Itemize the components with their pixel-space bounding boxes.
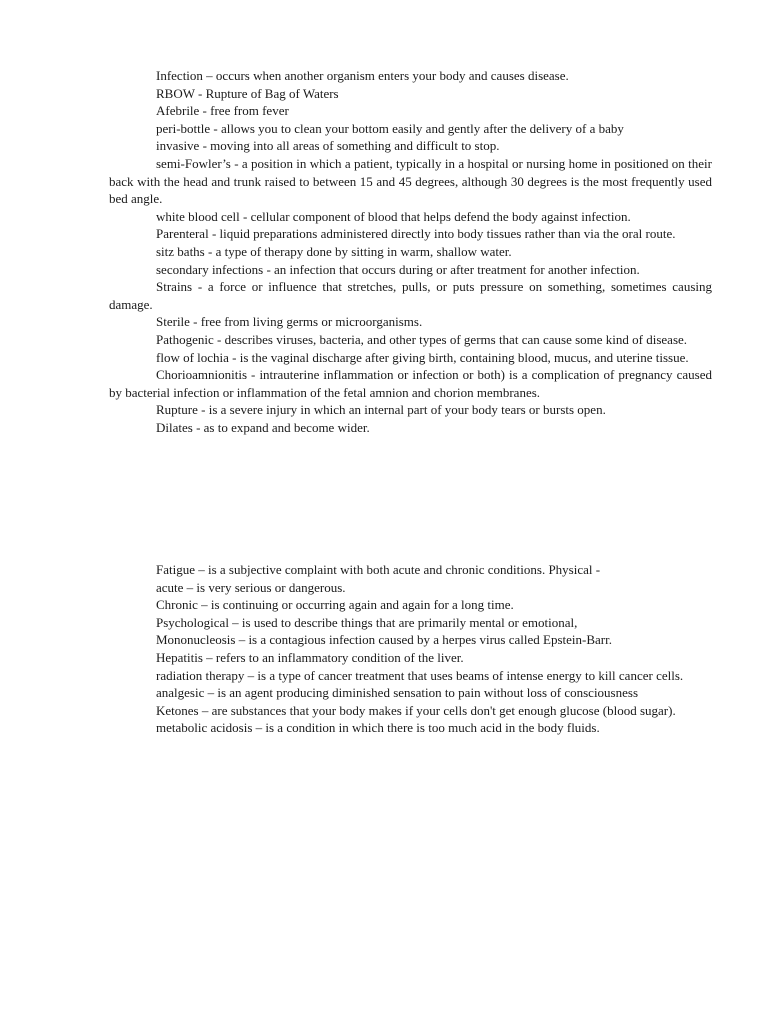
glossary-section-2 <box>109 561 712 737</box>
glossary-entry: metabolic acidosis – is a condition in which there is too much acid in the body fluids. <box>156 720 600 736</box>
glossary-entry: sitz baths - a type of therapy done by sitting in warm, shallow water. <box>156 243 512 259</box>
glossary-entry: Chorioamnionitis - intrauterine inflammation or infection or both) is a complication of pregnancy caused by bacterial infection or inflammation of the fetal amnion and chorion membranes. <box>109 367 712 400</box>
glossary-entry: Sterile - free from living germs or microorganisms. <box>156 314 423 330</box>
glossary-entry: Dilates - as to expand and become wider. <box>156 419 370 435</box>
glossary-entry: flow of lochia - is the vaginal discharge after giving birth, containing blood, mucus, and uterine tissue. <box>156 349 689 365</box>
glossary-entry: invasive - moving into all areas of something and difficult to stop. <box>156 138 500 154</box>
glossary-entry: Psychological – is used to describe things that are primarily mental or emotional, <box>156 614 578 630</box>
glossary-entry: Fatigue – is a subjective complaint with both acute and chronic conditions. Physical - <box>156 562 601 577</box>
glossary-entry: Chronic – is continuing or occurring again and again for a long time. <box>156 597 514 613</box>
glossary-section-1 <box>109 67 712 436</box>
glossary-entry: Afebrile - free from fever <box>156 103 289 119</box>
glossary-entry: Strains - a force or influence that stretches, pulls, or puts pressure on something, sometimes causing damage. <box>109 279 712 312</box>
glossary-entry: acute – is very serious or dangerous. <box>156 579 346 595</box>
glossary-entry: Hepatitis – refers to an inflammatory condition of the liver. <box>156 649 464 665</box>
glossary-entry: analgesic – is an agent producing diminished sensation to pain without loss of consciousness <box>156 685 639 701</box>
glossary-entry: Rupture - is a severe injury in which an internal part of your body tears or bursts open. <box>156 402 606 418</box>
glossary-entry: Parenteral - liquid preparations administered directly into body tissues rather than via the oral route. <box>156 226 676 242</box>
glossary-entry: radiation therapy – is a type of cancer treatment that uses beams of intense energy to kill cancer cells. <box>156 667 684 683</box>
glossary-entry: secondary infections - an infection that occurs during or after treatment for another infection. <box>156 261 640 277</box>
glossary-entry: Ketones – are substances that your body makes if your cells don't get enough glucose (blood sugar). <box>156 702 676 718</box>
glossary-entry: white blood cell - cellular component of blood that helps defend the body against infection. <box>156 208 631 224</box>
glossary-entry: Infection – occurs when another organism enters your body and causes disease. <box>156 68 569 83</box>
glossary-entry: RBOW - Rupture of Bag of Waters <box>156 85 339 101</box>
glossary-entry: Pathogenic - describes viruses, bacteria, and other types of germs that can cause some kind of disease. <box>156 331 688 347</box>
glossary-entry: Mononucleosis – is a contagious infection caused by a herpes virus called Epstein-Barr. <box>156 632 612 648</box>
glossary-entry: semi-Fowler’s - a position in which a patient, typically in a hospital or nursing home in positioned on their back with the head and trunk raised to between 15 and 45 degrees, although 30 degrees is the most frequently used bed angle. <box>109 155 712 207</box>
glossary-entry: peri-bottle - allows you to clean your bottom easily and gently after the delivery of a baby <box>156 120 624 136</box>
